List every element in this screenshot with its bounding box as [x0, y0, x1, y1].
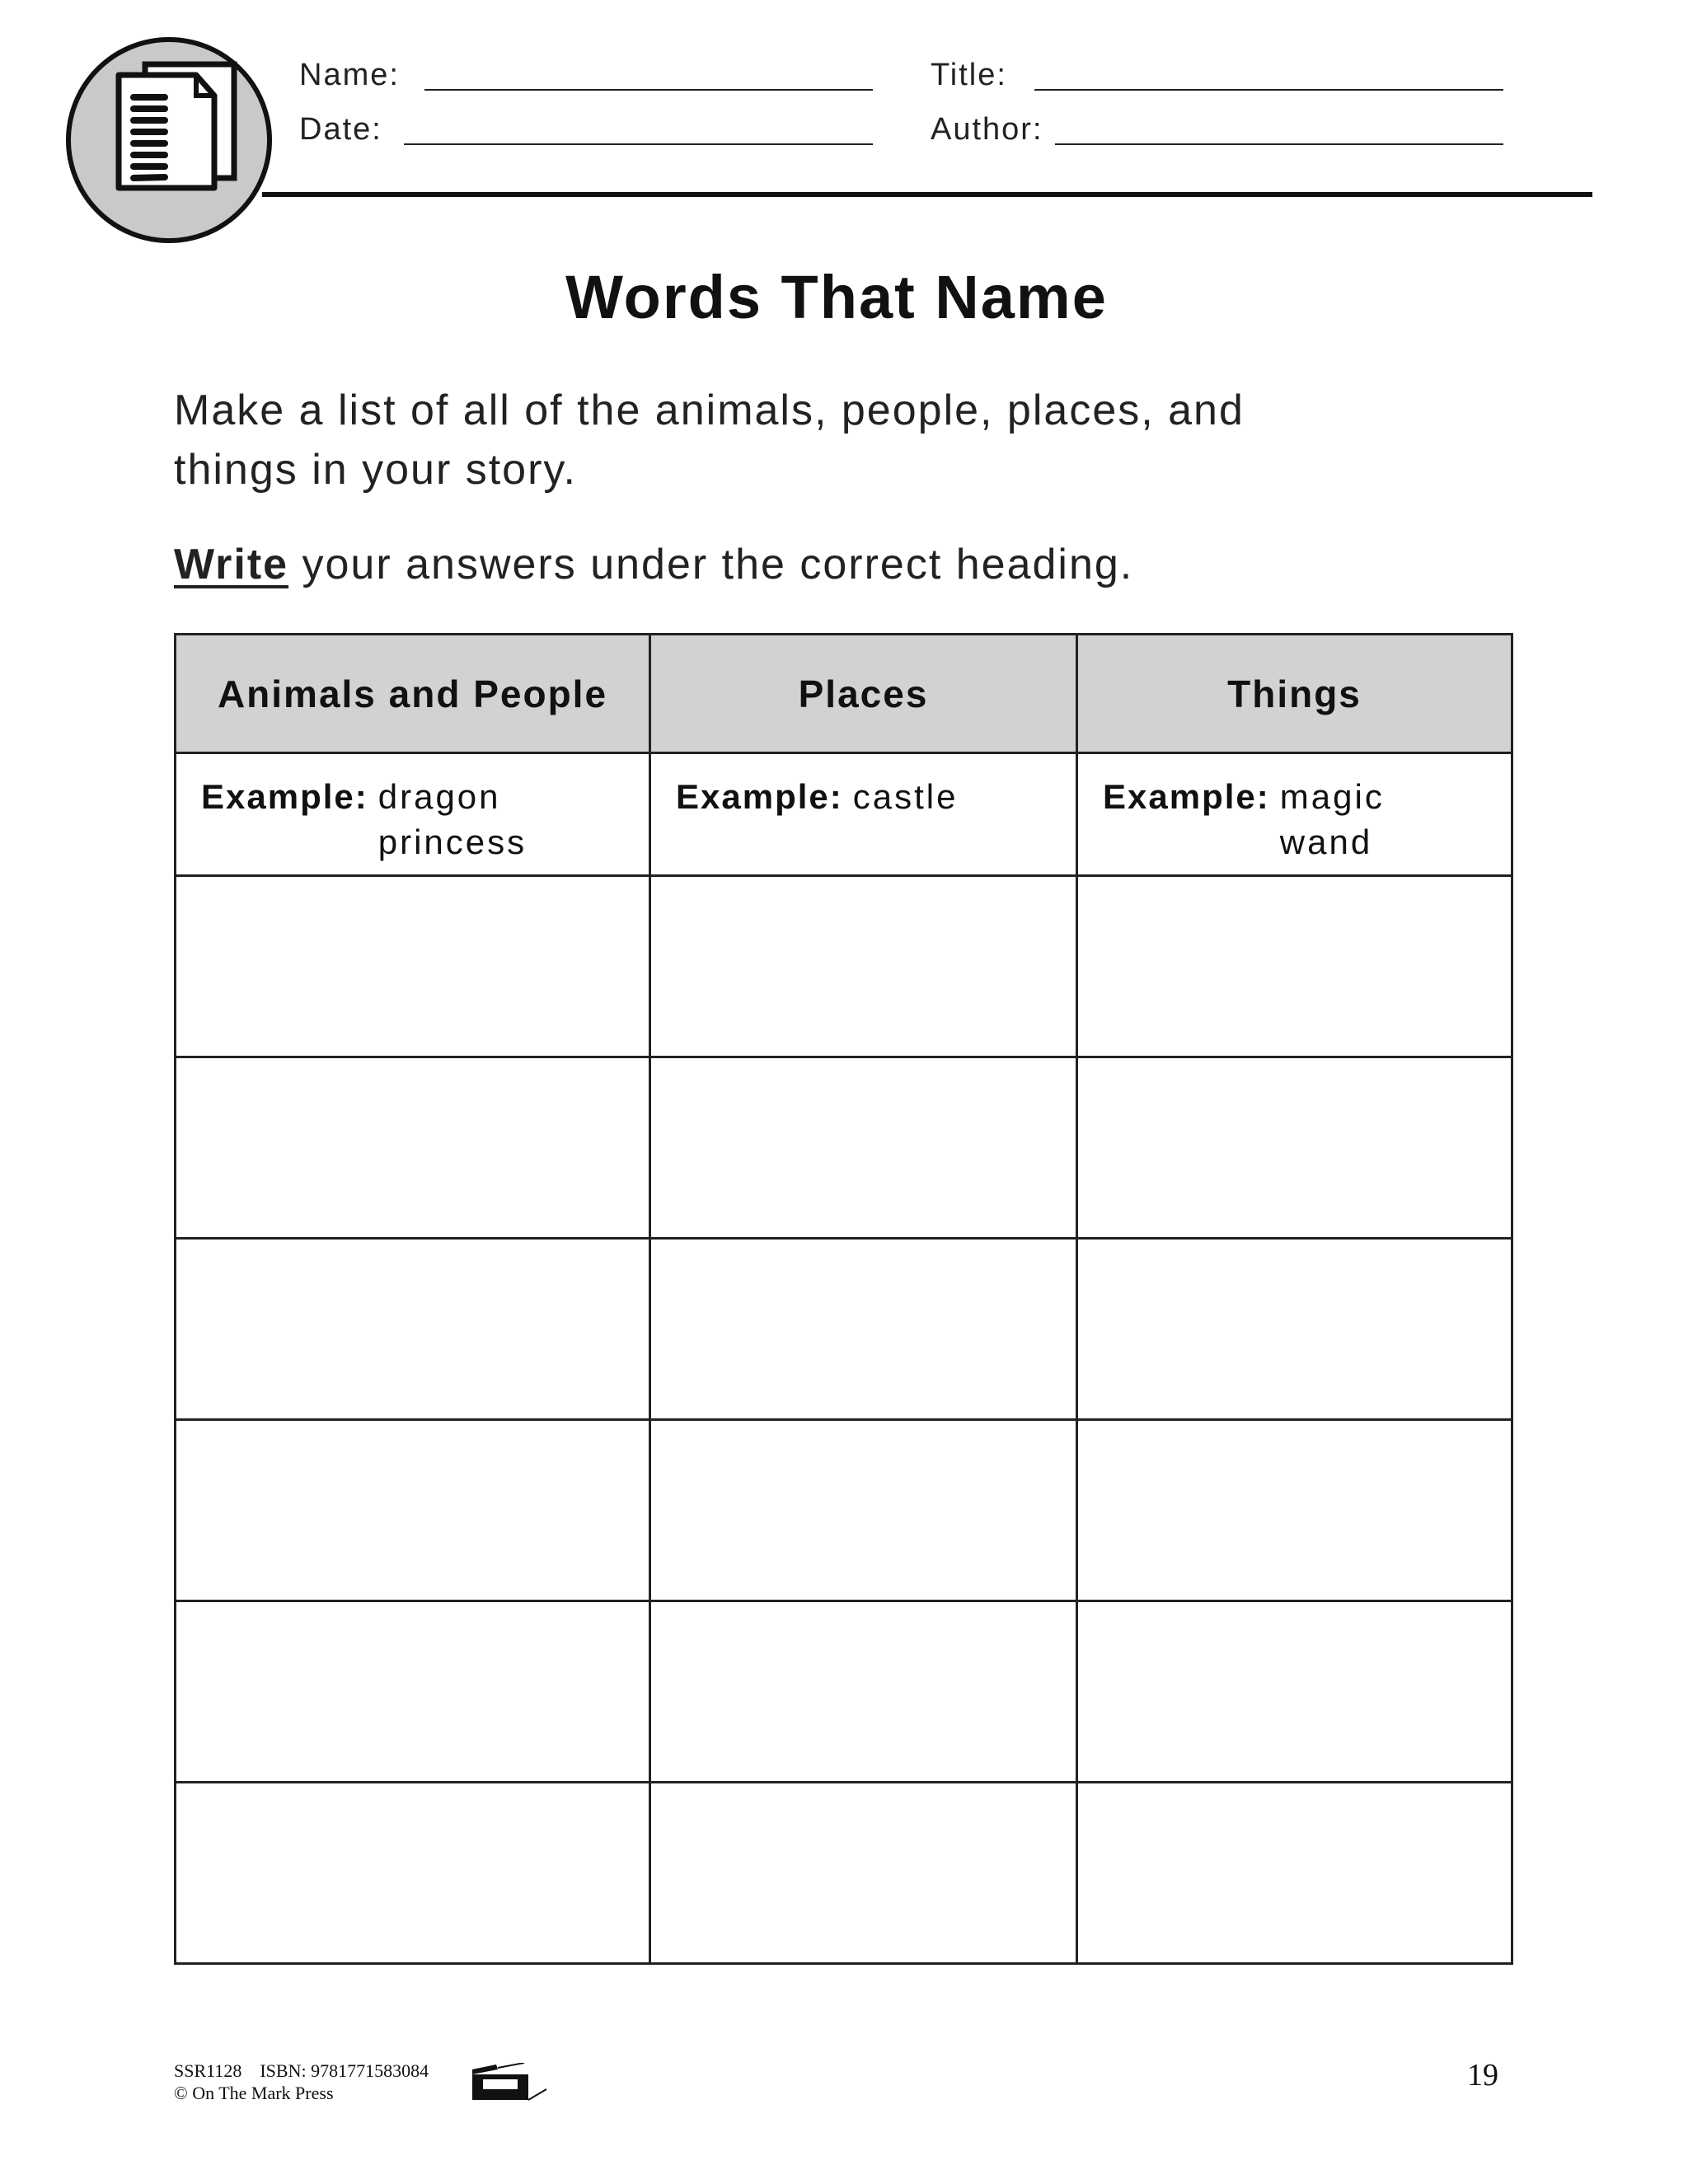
header-animals-people: Animals and People — [176, 635, 650, 753]
example-things — [1077, 753, 1512, 876]
answer-cell-places[interactable] — [650, 1420, 1077, 1601]
write-instruction — [174, 540, 1133, 589]
answer-cell-things[interactable] — [1077, 1239, 1512, 1420]
words-table — [174, 633, 1513, 1965]
answer-row — [176, 1420, 1512, 1601]
copyright: © On The Mark Press — [174, 2083, 334, 2103]
title-field[interactable] — [1034, 89, 1503, 91]
example-value: magic — [1279, 777, 1385, 816]
example-label: Example: — [201, 777, 368, 816]
footer-info — [174, 2060, 429, 2104]
example-row — [176, 753, 1512, 876]
write-rest: your answers under the correct heading. — [288, 541, 1134, 588]
publisher-logo-icon — [471, 2063, 550, 2102]
answer-cell-animals[interactable] — [176, 1057, 650, 1239]
answer-cell-animals[interactable] — [176, 1783, 650, 1964]
answer-cell-things[interactable] — [1077, 1420, 1512, 1601]
answer-row — [176, 1783, 1512, 1964]
answer-row — [176, 1239, 1512, 1420]
answer-cell-things[interactable] — [1077, 876, 1512, 1057]
answer-row — [176, 1057, 1512, 1239]
product-code: SSR1128 — [174, 2060, 242, 2081]
date-label: Date: — [299, 112, 382, 147]
answer-cell-animals[interactable] — [176, 1601, 650, 1783]
answer-row — [176, 876, 1512, 1057]
page-title: Words That Name — [565, 263, 1108, 331]
answer-cell-places[interactable] — [650, 1601, 1077, 1783]
example-value: dragon — [377, 777, 501, 816]
instructions-line-2: things in your story. — [174, 446, 578, 494]
header-things: Things — [1077, 635, 1512, 753]
document-pages-icon — [64, 35, 275, 246]
write-emphasis: Write — [174, 541, 289, 588]
header-places: Places — [650, 635, 1077, 753]
example-value: princess — [377, 823, 528, 861]
answer-cell-animals[interactable] — [176, 1239, 650, 1420]
header-rule — [262, 192, 1592, 197]
instructions-line-1: Make a list of all of the animals, people, places, and — [174, 387, 1245, 434]
example-places — [650, 753, 1077, 876]
date-field[interactable] — [404, 143, 873, 145]
example-label: Example: — [1103, 777, 1270, 816]
table-header-row — [176, 635, 1512, 753]
answer-cell-places[interactable] — [650, 1783, 1077, 1964]
name-field[interactable] — [424, 89, 873, 91]
example-value: wand — [1279, 823, 1373, 861]
example-value: castle — [852, 777, 959, 816]
answer-cell-animals[interactable] — [176, 876, 650, 1057]
isbn: ISBN: 9781771583084 — [260, 2060, 429, 2081]
answer-cell-places[interactable] — [650, 1057, 1077, 1239]
answer-cell-things[interactable] — [1077, 1601, 1512, 1783]
answer-cell-places[interactable] — [650, 876, 1077, 1057]
answer-row — [176, 1601, 1512, 1783]
answer-cell-places[interactable] — [650, 1239, 1077, 1420]
author-field[interactable] — [1055, 143, 1503, 145]
page-number: 19 — [1467, 2058, 1498, 2093]
answer-cell-animals[interactable] — [176, 1420, 650, 1601]
answer-cell-things[interactable] — [1077, 1783, 1512, 1964]
name-label: Name: — [299, 58, 400, 92]
example-animals — [176, 753, 650, 876]
answer-cell-things[interactable] — [1077, 1057, 1512, 1239]
title-label: Title: — [931, 58, 1007, 92]
author-label: Author: — [931, 112, 1043, 147]
example-label: Example: — [676, 777, 843, 816]
